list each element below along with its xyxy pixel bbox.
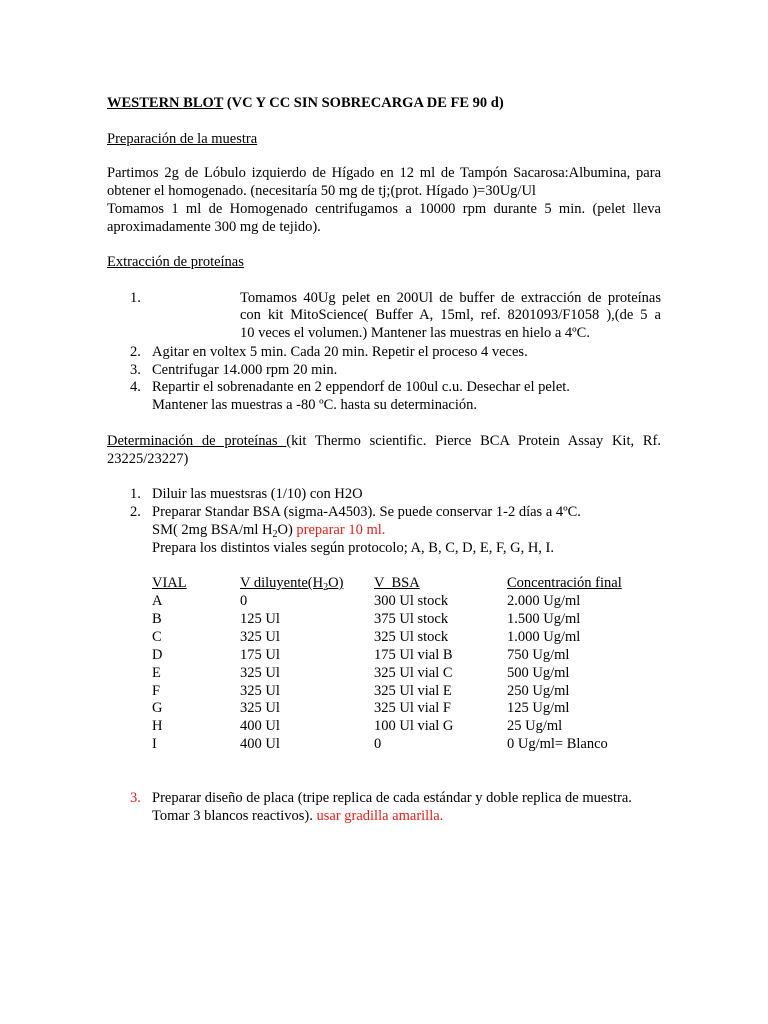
extraction-step1-line-3: 10 veces el volumen.) Mantener las muestras en hielo a 4ºC. [240, 325, 590, 341]
prep-line-3: Tomamos 1 ml de Homogenado centrifugamos a 10000 rpm durante 5 min. (pelet lleva [107, 201, 661, 217]
table-cell-conc: 2.000 Ug/ml [507, 593, 581, 609]
header-diluent-text-end: O) [328, 575, 344, 591]
table-header-concentration: Concentración final [507, 575, 622, 591]
stock-solution-line [152, 521, 385, 539]
table-cell-conc: 1.000 Ug/ml [507, 628, 581, 645]
table-cell-conc: 500 Ug/ml [507, 664, 570, 681]
determination-step2-number: 2. [130, 504, 141, 520]
extraction-step3-number: 3. [130, 362, 141, 378]
table-cell-vbsa: 325 Ul stock [374, 628, 449, 645]
step3-line-2 [152, 807, 443, 825]
sm-text-end: O) [277, 522, 297, 538]
table-header-diluent [240, 574, 343, 592]
extraction-step4-number: 4. [130, 379, 141, 395]
header-diluent-subscript: 2 [323, 582, 329, 593]
table-cell-vial: G [152, 700, 163, 717]
sm-red-note: preparar 10 ml. [296, 522, 386, 538]
extraction-step2-number: 2. [130, 344, 141, 360]
extraction-step1-number: 1. [130, 290, 141, 306]
table-cell-vd: 325 Ul [240, 682, 280, 699]
table-cell-vial: F [152, 682, 161, 699]
table-cell-vial: H [152, 718, 163, 735]
table-cell-vd: 400 Ul [240, 718, 280, 735]
table-cell-vial: A [152, 593, 163, 609]
table-header-vial: VIAL [152, 575, 187, 591]
step3-line-2-text: Tomar 3 blancos reactivos). [152, 808, 317, 824]
table-cell-conc: 750 Ug/ml [507, 646, 570, 663]
table-cell-conc: 0 Ug/ml= Blanco [507, 736, 608, 753]
table-cell-conc: 1.500 Ug/ml [507, 610, 581, 627]
table-cell-vd: 175 Ul [240, 646, 280, 663]
table-cell-conc: 125 Ug/ml [507, 700, 570, 717]
prep-heading: Preparación de la muestra [107, 131, 258, 147]
table-cell-conc: 25 Ug/ml [507, 718, 563, 735]
determination-heading: Determinación de proteínas [107, 433, 287, 449]
table-cell-vbsa: 325 Ul vial F [374, 700, 451, 717]
sm-text: SM( 2mg BSA/ml H [152, 522, 273, 538]
viales-protocol-line: Prepara los distintos viales según protocolo; A, B, C, D, E, F, G, H, I. [152, 540, 554, 556]
table-cell-vbsa: 0 [374, 736, 382, 753]
step3-line-1: Preparar diseño de placa (tripe replica de cada estándar y doble replica de muestra. [152, 790, 632, 806]
table-cell-vd: 0 [240, 593, 248, 609]
table-cell-vial: D [152, 646, 163, 663]
table-cell-vd: 400 Ul [240, 736, 280, 753]
extraction-step4-text: Repartir el sobrenadante en 2 eppendorf de 100ul c.u. Desechar el pelet. [152, 379, 570, 395]
step3-red-note: usar gradilla amarilla. [316, 808, 444, 824]
extraction-step2-text: Agitar en voltex 5 min. Cada 20 min. Repetir el proceso 4 veces. [152, 344, 528, 360]
determination-step1-text: Diluir las muestsras (1/10) con H2O [152, 486, 363, 502]
table-cell-vial: I [152, 736, 157, 753]
table-cell-vbsa: 325 Ul vial C [374, 664, 453, 681]
table-cell-vd: 325 Ul [240, 628, 280, 645]
extraction-step1-line-2: con kit MitoScience( Buffer A, 15ml, ref. 8201093/F1058 ),(de 5 a [240, 307, 661, 323]
table-cell-vial: C [152, 628, 162, 645]
determination-step1-number: 1. [130, 486, 141, 502]
prep-line-1: Partimos 2g de Lóbulo izquierdo de Hígado en 12 ml de Tampón Sacarosa:Albumina, para [107, 165, 661, 181]
table-cell-vial: E [152, 664, 161, 681]
table-cell-vbsa: 325 Ul vial E [374, 682, 452, 699]
prep-line-4: aproximadamente 300 mg de tejido). [107, 219, 321, 235]
determination-heading-line [107, 432, 661, 450]
prep-line-2: obtener el homogenado. (necesitaría 50 mg de tj;(prot. Hígado )=30Ug/Ul [107, 183, 536, 199]
title-rest: (VC Y CC SIN SOBRECARGA DE FE 90 d) [223, 95, 504, 111]
determination-ref: 23225/23227) [107, 451, 189, 467]
table-cell-vbsa: 175 Ul vial B [374, 646, 453, 663]
table-cell-vd: 325 Ul [240, 700, 280, 717]
document-title [107, 94, 504, 112]
table-cell-vbsa: 300 Ul stock [374, 593, 449, 609]
table-cell-vial: B [152, 610, 162, 627]
table-cell-vbsa: 100 Ul vial G [374, 718, 454, 735]
title-main: WESTERN BLOT [107, 95, 224, 111]
table-cell-vd: 125 Ul [240, 610, 280, 627]
header-diluent-text: V diluyente(H [240, 575, 324, 591]
table-cell-conc: 250 Ug/ml [507, 682, 570, 699]
determination-step2-text: Preparar Standar BSA (sigma-A4503). Se puede conservar 1-2 días a 4ºC. [152, 504, 581, 520]
table-cell-vbsa: 375 Ul stock [374, 610, 449, 627]
extraction-heading: Extracción de proteínas [107, 254, 244, 270]
determination-kit: (kit Thermo scientific. Pierce BCA Protein Assay Kit, Rf. [286, 433, 662, 449]
table-cell-vd: 325 Ul [240, 664, 280, 681]
extraction-step4-continuation: Mantener las muestras a -80 ºC. hasta su determinación. [152, 397, 478, 413]
step3-number: 3. [130, 790, 141, 806]
extraction-step1-line-1: Tomamos 40Ug pelet en 200Ul de buffer de extracción de proteínas [240, 290, 661, 306]
sm-subscript: 2 [272, 529, 278, 540]
table-header-bsa: V BSA [374, 575, 420, 591]
extraction-step3-text: Centrifugar 14.000 rpm 20 min. [152, 362, 338, 378]
